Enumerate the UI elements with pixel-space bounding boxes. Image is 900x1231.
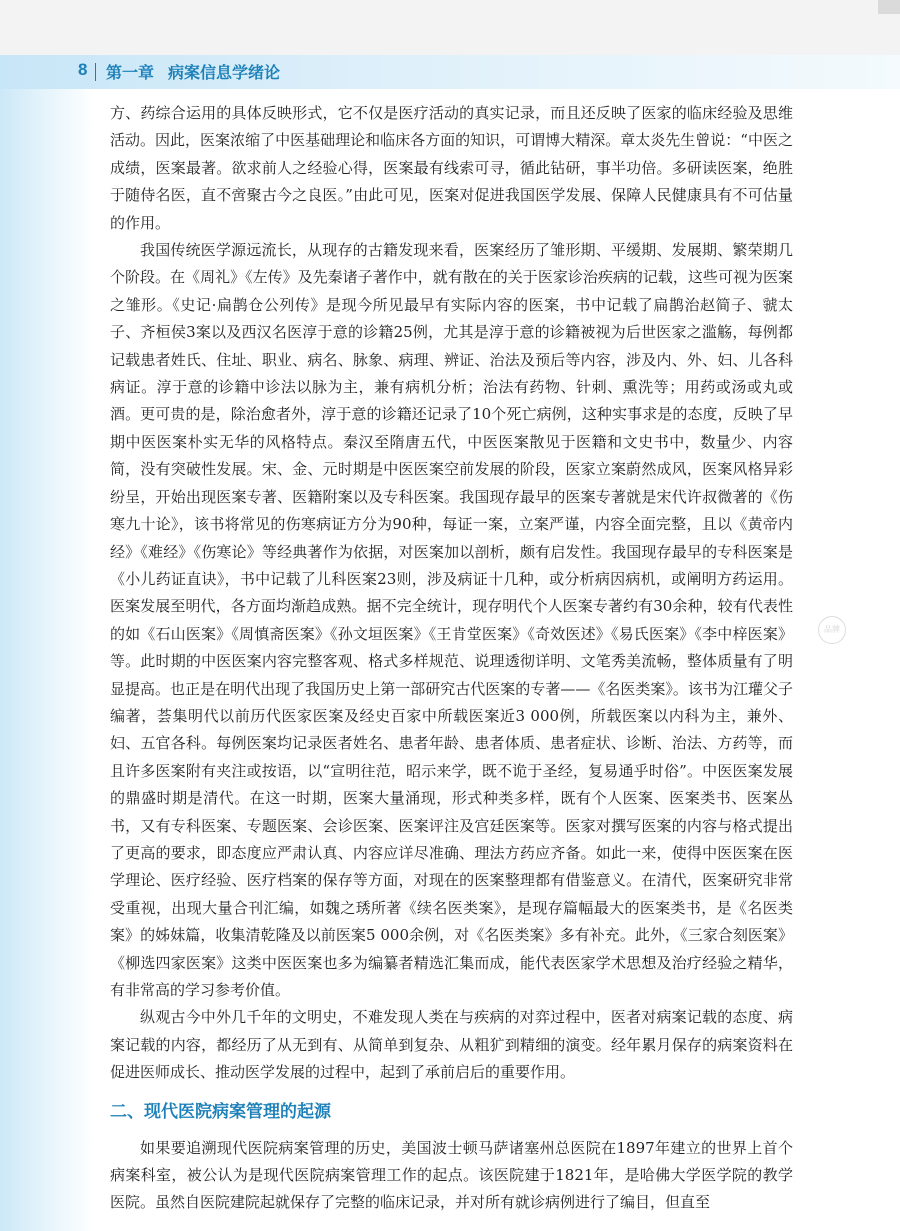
running-header: [106, 60, 280, 83]
watermark-stamp: 品牌: [818, 616, 846, 644]
top-margin-strip: [0, 0, 900, 55]
paragraph-modern-origin: 如果要追溯现代医院病案管理的历史，美国波士顿马萨诸塞州总医院在1897年建立的世界上首个病案科室，被公认为是现代医院病案管理工作的起点。该医院建于1821年，是哈佛大学医学院的教学医院。虽然自医院建院起就保存了完整的临床记录，并对所有就诊病例进行了编目，但直至: [110, 1138, 793, 1212]
chapter-title: 病案信息学绪论: [168, 63, 281, 82]
section-heading: 二、现代医院病案管理的起源: [110, 1101, 331, 1122]
chapter-label: 第一章: [106, 63, 155, 82]
paragraph-continued: 方、药综合运用的具体反映形式，它不仅是医疗活动的真实记录，而且还反映了医家的临床经验及思维活动。因此，医案浓缩了中医基础理论和临床各方面的知识，可谓博大精深。章太炎先生曾说：“中医之成绩，医案最著。欲求前人之经验心得，医案最有线索可寻，循此钻研，事半功倍。多研读医案，绝胜于随侍名医，直不啻聚古今之良医。”由此可见，医案对促进我国医学发展、保障人民健康具有不可估量的作用。: [110, 104, 793, 232]
body-text: [110, 100, 793, 1217]
left-decorative-band: [0, 89, 94, 1231]
corner-mark: [878, 0, 900, 14]
page-number: 8: [78, 60, 88, 79]
paragraph-summary: 纵观古今中外几千年的文明史，不难发现人类在与疾病的对弈过程中，医者对病案记载的态度、病案记载的内容，都经历了从无到有、从简单到复杂、从粗犷到精细的演变。经年累月保存的病案资料在促进医师成长、推动医学发展的过程中，起到了承前启后的重要作用。: [110, 1008, 793, 1082]
paragraph-history: 我国传统医学源远流长，从现存的古籍发现来看，医案经历了雏形期、平缓期、发展期、繁荣期几个阶段。在《周礼》《左传》及先秦诸子著作中，就有散在的关于医家诊治疾病的记载，这些可视为医案之雏形。《史记·扁鹊仓公列传》是现今所见最早有实际内容的医案，书中记载了扁鹊治赵简子、虢太子、齐桓侯3案以及西汉名医淳于意的诊籍25例，尤其是淳于意的诊籍被视为后世医家之滥觞，每例都记载患者姓氏、住址、职业、病名、脉象、病理、辨证、治法及预后等内容，涉及内、外、妇、儿各科病证。淳于意的诊籍中诊法以脉为主，兼有病机分析；治法有药物、针刺、熏洗等；用药或汤或丸或酒。更可贵的是，除治愈者外，淳于意的诊籍还记录了10个死亡病例，这种实事求是的态度，反映了早期中医医案朴实无华的风格特点。秦汉至隋唐五代，中医医案散见于医籍和文史书中，数量少、内容简，没有突破性发展。宋、金、元时期是中医医案空前发展的阶段，医家立案蔚然成风，医案风格异彩纷呈，开始出现医案专著、医籍附案以及专科医案。我国现存最早的医案专著就是宋代许叔微著的《伤寒九十论》，该书将常见的伤寒病证方分为90种，每证一案，立案严谨，内容全面完整，且以《黄帝内经》《难经》《伤寒论》等经典著作为依据，对医案加以剖析，颇有启发性。我国现存最早的专科医案是《小儿药证直诀》，书中记载了儿科医案23则，涉及病证十几种，或分析病因病机，或阐明方药运用。医案发展至明代，各方面均渐趋成熟。据不完全统计，现存明代个人医案专著约有30余种，较有代表性的如《石山医案》《周慎斋医案》《孙文垣医案》《王肯堂医案》《奇效医述》《易氏医案》《李中梓医案》等。此时期的中医医案内容完整客观、格式多样规范、说理透彻详明、文笔秀美流畅，整体质量有了明显提高。也正是在明代出现了我国历史上第一部研究古代医案的专著——《名医类案》。该书为江瓘父子编著，荟集明代以前历代医家医案及经史百家中所载医案近3 000例，所载医案以内科为主，兼外、妇、五官各科。每例医案均记录医者姓名、患者年龄、患者体质、患者症状、诊断、治法、方药等，而且许多医案附有夹注或按语，以“宣明往范，昭示来学，既不诡于圣经，复易通乎时俗”。中医医案发展的鼎盛时期是清代。在这一时期，医案大量涌现，形式种类多样，既有个人医案、医案类书、医案丛书，又有专科医案、专题医案、会诊医案、医案评注及宫廷医案等。医家对撰写医案的内容与格式提出了更高的要求，即态度应严肃认真、内容应详尽准确、理法方药应齐备。如此一来，使得中医医案在医学理论、医疗经验、医疗档案的保存等方面，对现在的医案整理都有借鉴意义。在清代，医案研究非常受重视，出现大量合刊汇编，如魏之琇所著《续名医类案》，是现存篇幅最大的医案类书，是《名医类案》的姊妹篇，收集清乾隆及以前医案5 000余例，对《名医类案》多有补充。此外，《三家合刻医案》《柳选四家医案》这类中医医案也多为编纂者精选汇集而成，能代表医家学术思想及治疗经验之精华，有非常高的学习参考价值。: [110, 241, 793, 999]
header-divider: [95, 63, 96, 81]
